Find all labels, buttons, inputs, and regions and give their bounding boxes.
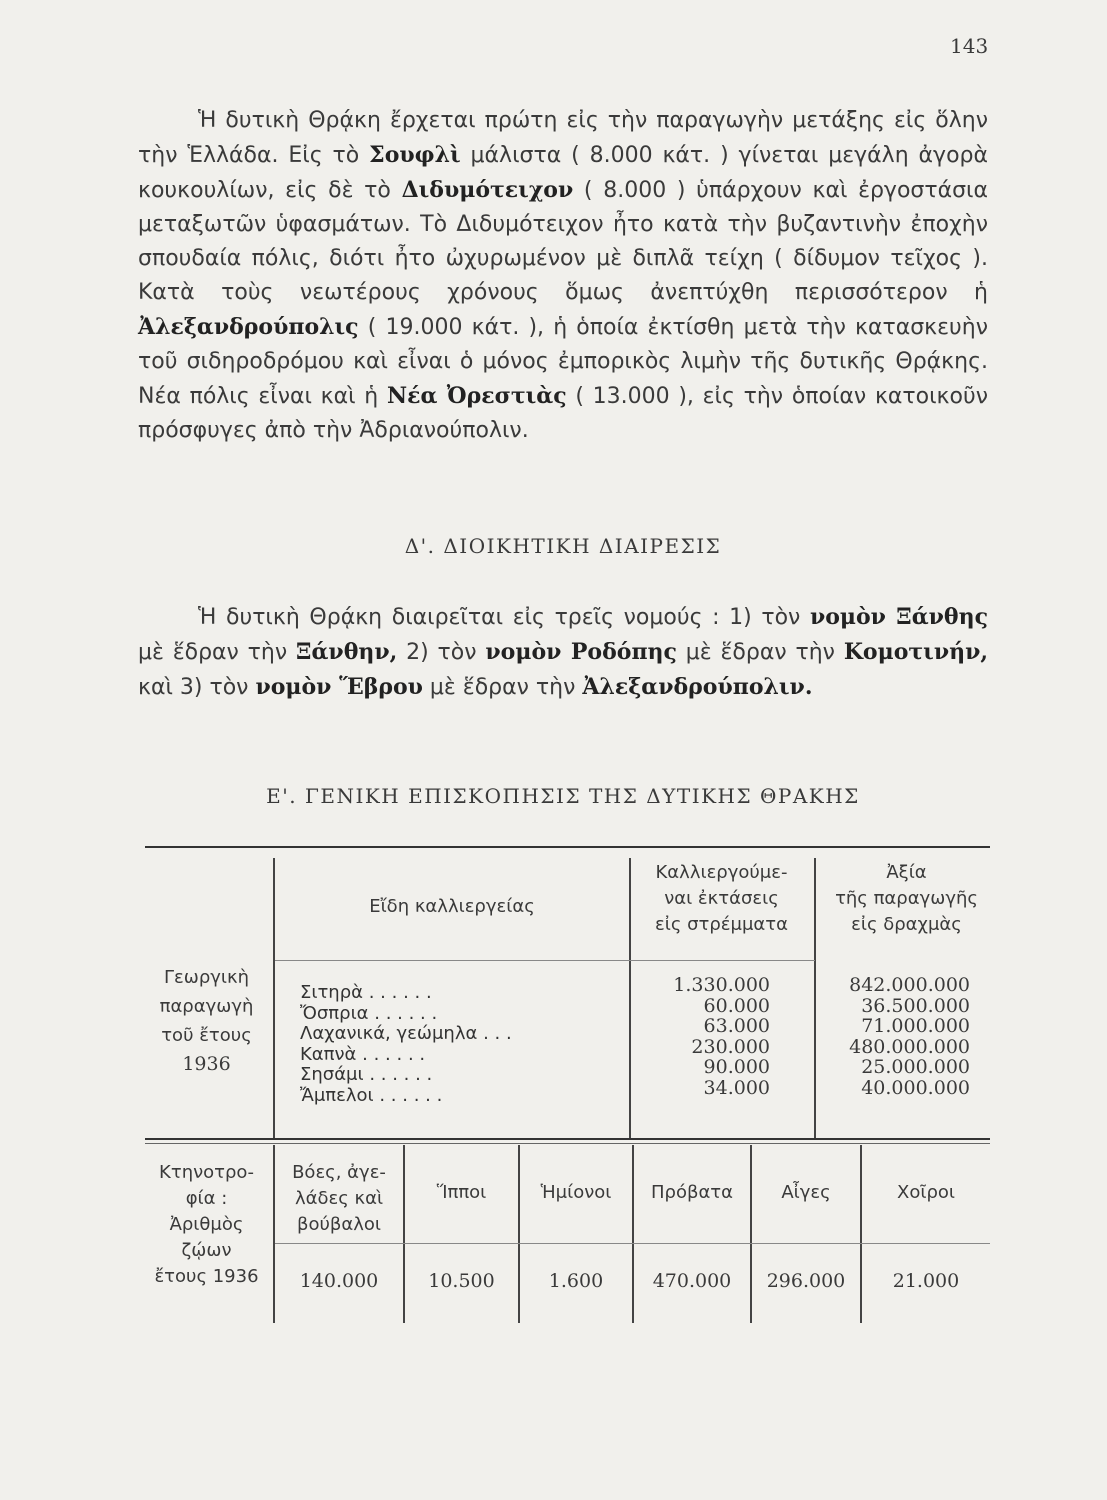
row-label-agricultural-production: [140, 963, 273, 1079]
crop-name: Ἄμπελοι: [300, 1084, 374, 1106]
header-crop-type: Εἴδη καλλιεργείας: [369, 896, 535, 917]
page-number: 143: [950, 34, 989, 58]
crop-name: Σησάμι: [300, 1064, 364, 1085]
header-horses: Ἵπποι: [436, 1182, 487, 1203]
area-value: 90.000: [703, 1056, 770, 1078]
text: μάλιστα ( 8.000 κάτ. ) γίνεται μεγάλη ἀγορὰ κουκουλίων, εἰς δὲ τὸ: [138, 143, 988, 203]
label-line: ζῴων: [181, 1240, 232, 1261]
leader-dots: . . . . . .: [368, 982, 432, 1003]
paragraph-prefectures: [138, 600, 988, 705]
table-divider: [518, 1145, 520, 1323]
header-cultivated-area: [629, 860, 814, 938]
header-production-value: [814, 860, 999, 938]
paragraph-silk-production: [138, 104, 988, 448]
label-line: φία :: [185, 1188, 228, 1209]
prefecture-evros: νομὸν Ἕβρου: [255, 674, 423, 700]
header-sheep: Πρόβατα: [650, 1182, 734, 1203]
area-value: 1.330.000: [673, 974, 770, 996]
label-line: Κτηνοτρο-: [159, 1162, 254, 1183]
area-value: 60.000: [703, 994, 770, 1017]
text: μὲ ἕδραν τὴν: [422, 675, 583, 700]
header-line: Ἀξία: [886, 862, 927, 883]
crop-name: Σιτηρὰ: [300, 982, 363, 1003]
text: καὶ 3) τὸν: [138, 675, 256, 700]
production-value: 25.000.000: [861, 1056, 970, 1078]
list-item: [300, 1024, 512, 1045]
label-line: τοῦ ἔτους: [161, 1025, 252, 1046]
text: μὲ ἕδραν τὴν: [138, 640, 297, 665]
area-column: [630, 975, 770, 1098]
section-heading-administrative-division: Δ'. ΔΙΟΙΚΗΤΙΚΗ ΔΙΑΙΡΕΣΙΣ: [404, 534, 722, 558]
label-line: 1936: [182, 1053, 231, 1075]
row-label-livestock: [140, 1160, 273, 1290]
table-divider: [750, 1145, 752, 1323]
value-goats: 296.000: [766, 1270, 846, 1292]
text: Ἡ δυτικὴ Θρᾴκη διαιρεῖται εἰς τρεῖς νομούς : 1) τὸν: [198, 605, 810, 630]
text: Ἡ δυτικὴ Θρᾴκη ἔρχεται πρώτη εἰς τὴν παραγωγὴν μετάξης εἰς ὅλην τὴν Ἑλλάδα. Εἰς τὸ: [138, 108, 988, 168]
value-cattle: 140.000: [299, 1270, 379, 1292]
crop-name-list: [300, 983, 512, 1106]
label-line: Γεωργικὴ: [163, 967, 250, 988]
area-value: 34.000: [703, 1076, 770, 1099]
value-pigs: 21.000: [892, 1270, 960, 1292]
leader-dots: . . . . . .: [362, 1043, 426, 1065]
value-mules: 1.600: [548, 1270, 604, 1292]
seat-alexandroupoli: Ἀλεξανδρούπολιν.: [582, 674, 813, 700]
label-line: ἔτους 1936: [154, 1266, 259, 1287]
leader-dots: . . .: [483, 1023, 512, 1044]
list-item: [300, 1045, 512, 1066]
text: ( 13.000 ), εἰς τὴν ὁποίαν κατοικοῦν πρόσφυγες ἀπὸ τὴν Ἀδριανούπολιν.: [138, 384, 989, 443]
production-value: 842.000.000: [849, 974, 970, 996]
place-alexandroupoli: Ἀλεξανδρούπολις: [138, 314, 359, 340]
table-divider: [403, 1145, 405, 1323]
seat-komotini: Κομοτινήν,: [843, 639, 989, 665]
place-nea-orestiada: Νέα Ὀρεστιὰς: [386, 383, 567, 409]
production-value: 40.000.000: [861, 1076, 970, 1099]
value-column: [815, 975, 970, 1098]
label-line: Ἀριθμὸς: [169, 1214, 244, 1235]
prefecture-xanthi: νομὸν Ξάνθης: [809, 604, 988, 630]
header-mules: Ἡμίονοι: [540, 1182, 612, 1203]
text: μὲ ἕδραν τὴν: [676, 640, 844, 665]
table-top-rule: [145, 1143, 990, 1144]
leader-dots: . . . . . .: [369, 1064, 433, 1085]
header-line: λάδες καὶ: [294, 1188, 384, 1209]
area-value: 63.000: [703, 1015, 770, 1037]
value-sheep: 470.000: [652, 1270, 732, 1292]
header-pigs: Χοῖροι: [897, 1182, 955, 1203]
production-value: 480.000.000: [849, 1035, 970, 1058]
section-heading-general-overview: Ε'. ΓΕΝΙΚΗ ΕΠΙΣΚΟΠΗΣΙΣ ΤΗΣ ΔΥΤΙΚΗΣ ΘΡΑΚΗΣ: [266, 784, 860, 808]
list-item: [300, 1065, 512, 1086]
text: ( 8.000 ) ὑπάρχουν καὶ ἐργοστάσια μεταξωτῶν ὑφασμάτων. Τὸ Διδυμότειχον ἦτο κατὰ τὴν βυζαντινὴν ἐποχὴν σπουδαία πόλις, διότι ἦτο ὠχυρωμένον μὲ διπλᾶ τείχη ( δίδυμον τεῖχος ). Κατὰ τοὺς νεωτέρους χρόνους ὅμως ἀνεπτύχθη περισσότερον ἡ: [138, 178, 988, 305]
header-line: εἰς στρέμματα: [655, 914, 788, 935]
header-line: Καλλιεργούμε-: [655, 862, 788, 883]
table-bottom-rule: [145, 1138, 990, 1140]
header-line: βούβαλοι: [296, 1214, 382, 1235]
leader-dots: . . . . . .: [379, 1084, 443, 1106]
list-item: [300, 983, 512, 1004]
production-value: 36.500.000: [861, 994, 970, 1017]
seat-xanthi: Ξάνθην,: [296, 639, 398, 665]
header-line: Βόες, ἀγε-: [292, 1162, 386, 1183]
header-underline: [275, 960, 815, 961]
header-goats: Αἶγες: [781, 1182, 831, 1203]
header-underline: [275, 1243, 990, 1244]
text: ( 19.000 κάτ. ), ἡ ὁποία ἐκτίσθη μετὰ τὴν κατασκευὴν τοῦ σιδηροδρόμου καὶ εἶναι ὁ μόνος ἐμπορικὸς λιμὴν τῆς δυτικῆς Θρᾴκης. Νέα πόλις εἶναι καὶ ἡ: [138, 315, 988, 409]
crop-name: Καπνὰ: [300, 1043, 357, 1065]
header-cattle: [275, 1160, 403, 1238]
list-item: [300, 1004, 512, 1025]
table-top-rule: [145, 846, 990, 848]
prefecture-rhodope: νομὸν Ροδόπης: [485, 639, 677, 665]
value-horses: 10.500: [428, 1270, 495, 1292]
table-divider: [632, 1145, 634, 1323]
table-divider: [860, 1145, 862, 1323]
crop-name: Λαχανικά, γεώμηλα: [300, 1023, 478, 1044]
header-line: ναι ἐκτάσεις: [664, 888, 779, 909]
label-line: παραγωγὴ: [159, 996, 254, 1017]
leader-dots: . . . . . .: [374, 1002, 438, 1024]
text: 2) τὸν: [397, 640, 486, 665]
place-didymoteicho: Διδυμότειχον: [401, 177, 574, 203]
header-line: τῆς παραγωγῆς: [835, 888, 978, 909]
area-value: 230.000: [691, 1035, 770, 1058]
place-soufli: Σουφλὶ: [369, 142, 461, 168]
crop-name: Ὄσπρια: [300, 1002, 369, 1024]
production-value: 71.000.000: [861, 1015, 970, 1037]
list-item: [300, 1086, 512, 1107]
header-line: εἰς δραχμὰς: [851, 914, 962, 935]
